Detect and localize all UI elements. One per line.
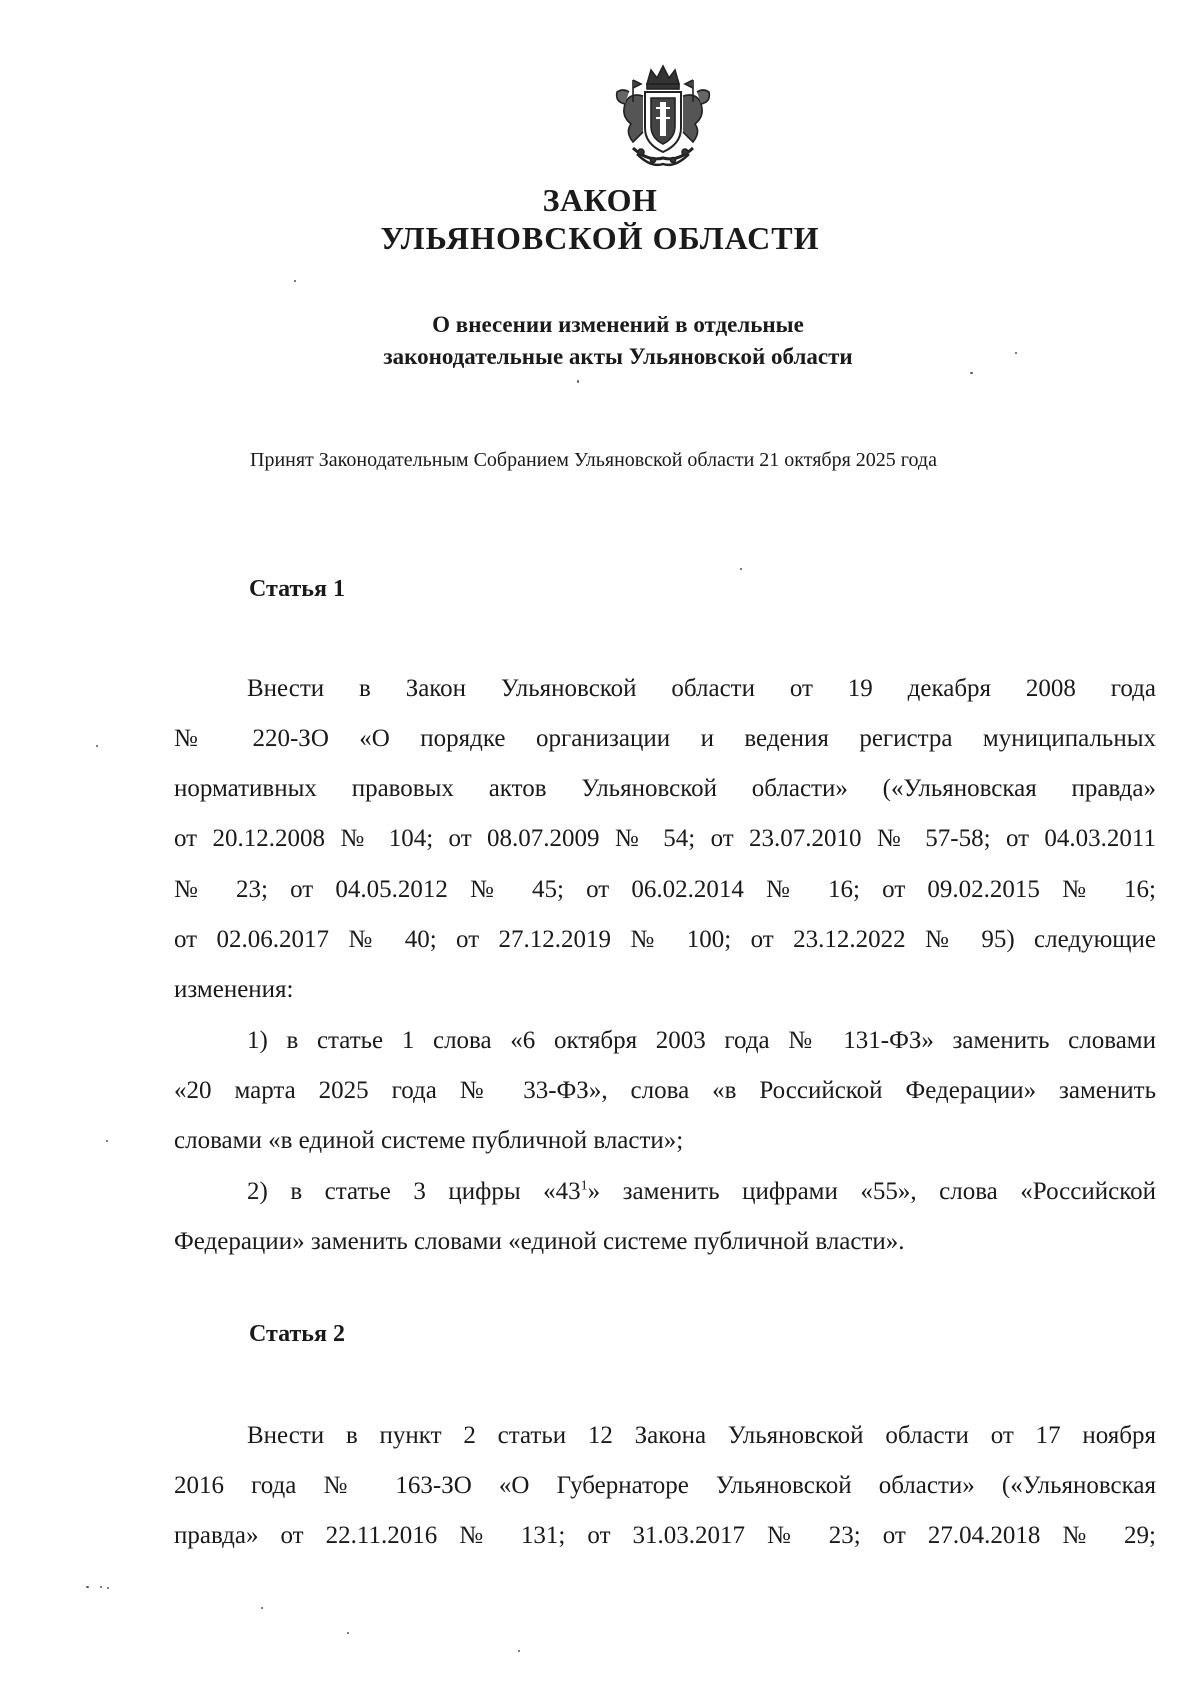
article-2-line: правда» от 22.11.2016 № 131; от 31.03.2017 № 23; от 27.04.2018 № 29;: [174, 1522, 1156, 1549]
scan-speck: [740, 568, 742, 570]
law-region-title: УЛЬЯНОВСКОЙ ОБЛАСТИ: [380, 220, 820, 256]
article-1-line: № 220-ЗО «О порядке организации и ведения регистра муниципальных: [174, 725, 1156, 752]
article-1-line: от 02.06.2017 № 40; от 27.12.2019 № 100; от 23.12.2022 № 95) следующие: [174, 926, 1156, 953]
scan-speck: [106, 1140, 108, 1142]
article-1-line: нормативных правовых актов Ульяновской области» («Ульяновская правда»: [174, 775, 1156, 802]
scan-speck: [261, 1607, 263, 1609]
scan-speck: [294, 280, 296, 282]
article-2-line: Внести в пункт 2 статьи 12 Закона Ульяновской области от 17 ноября: [247, 1422, 1156, 1449]
scan-speck: [347, 1632, 349, 1634]
scan-speck: [970, 372, 973, 374]
law-subject-line2: законодательные акты Ульяновской области: [383, 344, 853, 369]
article-1-item-2-line: Федерации» заменить словами «единой системе публичной власти».: [174, 1228, 905, 1255]
scan-speck: [107, 1587, 109, 1589]
item-2-text-start: 2) в статье 3 цифры «43: [247, 1178, 581, 1205]
article-1-item-1-line: словами «в единой системе публичной власти»;: [174, 1127, 684, 1154]
coat-of-arms-emblem: [603, 62, 723, 174]
article-1-heading: Статья 1: [249, 576, 345, 602]
scan-speck: [86, 1586, 89, 1588]
article-1-item-1-line: 1) в статье 1 слова «6 октября 2003 года № 131-ФЗ» заменить словами: [247, 1027, 1156, 1054]
article-1-item-1-line: «20 марта 2025 года № 33-ФЗ», слова «в Российской Федерации» заменить: [174, 1077, 1156, 1104]
scan-speck: [100, 1586, 102, 1588]
scan-speck: [1015, 352, 1017, 354]
article-2-heading: Статья 2: [249, 1321, 345, 1347]
article-2-line: 2016 года № 163-ЗО «О Губернаторе Ульяновской области» («Ульяновская: [174, 1472, 1156, 1499]
superscript-index: 1: [580, 1178, 588, 1194]
article-1-line: от 20.12.2008 № 104; от 08.07.2009 № 54; от 23.07.2010 № 57-58; от 04.03.2011: [174, 825, 1156, 852]
article-1-line: № 23; от 04.05.2012 № 45; от 06.02.2014 № 16; от 09.02.2015 № 16;: [174, 876, 1156, 903]
adoption-statement: Принят Законодательным Собранием Ульяновской области 21 октября 2025 года: [250, 449, 937, 471]
item-2-text-end: » заменить цифрами «55», слова «Российской: [587, 1178, 1156, 1205]
article-1-line: изменения:: [174, 976, 294, 1003]
article-1-line: Внести в Закон Ульяновской области от 19 декабря 2008 года: [247, 675, 1156, 702]
law-subject-line1: О внесении изменений в отдельные: [432, 312, 804, 337]
scan-speck: [96, 745, 98, 747]
scan-speck: [577, 380, 579, 383]
scan-speck: [518, 1650, 520, 1652]
article-1-item-2-line: [247, 1175, 1156, 1209]
law-title: ЗАКОН: [542, 182, 658, 218]
